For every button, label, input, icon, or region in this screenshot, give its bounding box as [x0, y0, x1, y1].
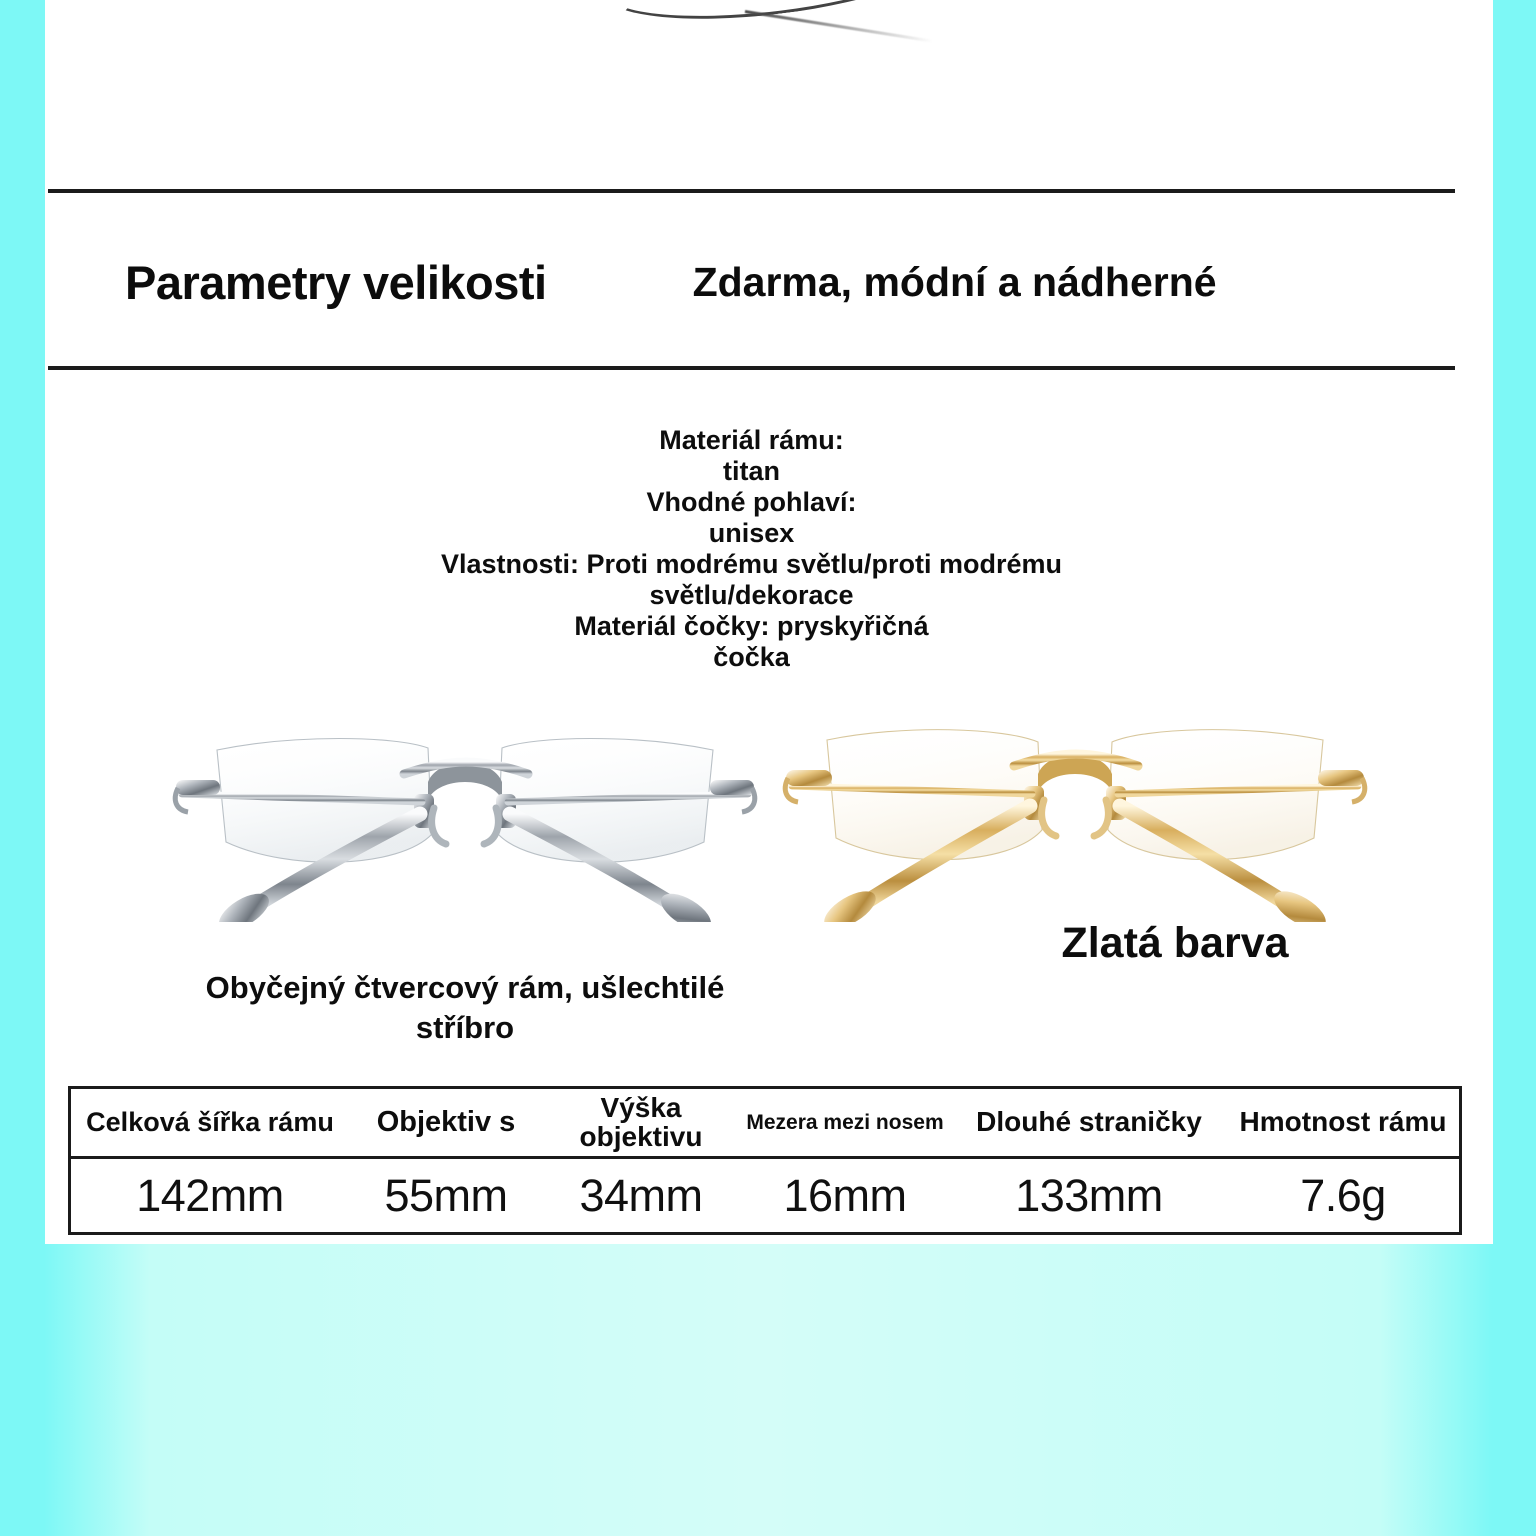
table-header-cell: Objektiv s: [376, 1105, 516, 1138]
spec-line: unisex: [708, 518, 795, 548]
table-value-cell: 55mm: [384, 1169, 508, 1221]
spec-line: titan: [723, 456, 780, 486]
table-header-cell: Hmotnost rámu: [1239, 1106, 1447, 1138]
table-header-cell: Dlouhé straničky: [976, 1106, 1202, 1138]
table-value-cell: 7.6g: [1300, 1169, 1386, 1221]
spec-line: Materiál čočky: pryskyřičná: [574, 611, 929, 641]
endpiece-right: [1318, 770, 1364, 786]
spec-line: světlu/dekorace: [649, 580, 854, 610]
spec-line: čočka: [713, 642, 790, 672]
spec-line: Vlastnosti: Proti modrému světlu/proti modrému: [440, 549, 1063, 579]
silver-glasses-caption: Obyčejný čtvercový rám, ušlechtilé stříbro: [205, 970, 725, 1045]
cropped-glasses-temple-icon: [745, 10, 933, 43]
table-value-cell: 16mm: [783, 1169, 907, 1221]
endpiece-left: [176, 780, 220, 795]
table-value-row: [71, 1159, 1459, 1232]
gold-glasses-image: [780, 722, 1370, 922]
spec-line: Vhodné pohlaví:: [646, 487, 857, 517]
spec-line: Materiál rámu:: [659, 425, 844, 455]
table-value-cell: 133mm: [1015, 1169, 1163, 1221]
nose-pad-left: [1042, 800, 1056, 836]
table-header-row: [71, 1089, 1459, 1159]
table-value-cell: 34mm: [579, 1169, 703, 1221]
nose-pad-right: [1094, 800, 1108, 836]
nose-pad-left: [432, 808, 446, 844]
size-parameters-table: [68, 1086, 1462, 1235]
page-subtitle: Zdarma, módní a nádherné: [692, 258, 1217, 305]
table-header-cell: Mezera mezi nosem: [746, 1110, 944, 1134]
header-divider-top: [48, 189, 1455, 193]
content-panel: [45, 0, 1493, 1244]
gold-glasses-caption: Zlatá barva: [1061, 919, 1289, 967]
specification-list: [48, 425, 1455, 673]
nose-pad-right: [484, 808, 498, 844]
endpiece-left: [786, 770, 832, 786]
endpiece-right: [710, 780, 754, 795]
table-header-cell: Výška objektivu: [579, 1091, 703, 1152]
silver-glasses-image: [170, 722, 760, 922]
table-header-cell: Celková šířka rámu: [86, 1106, 334, 1137]
page-title: Parametry velikosti: [125, 255, 547, 309]
table-value-cell: 142mm: [136, 1169, 284, 1221]
header: [48, 200, 1455, 364]
header-divider-bottom: [48, 366, 1455, 370]
